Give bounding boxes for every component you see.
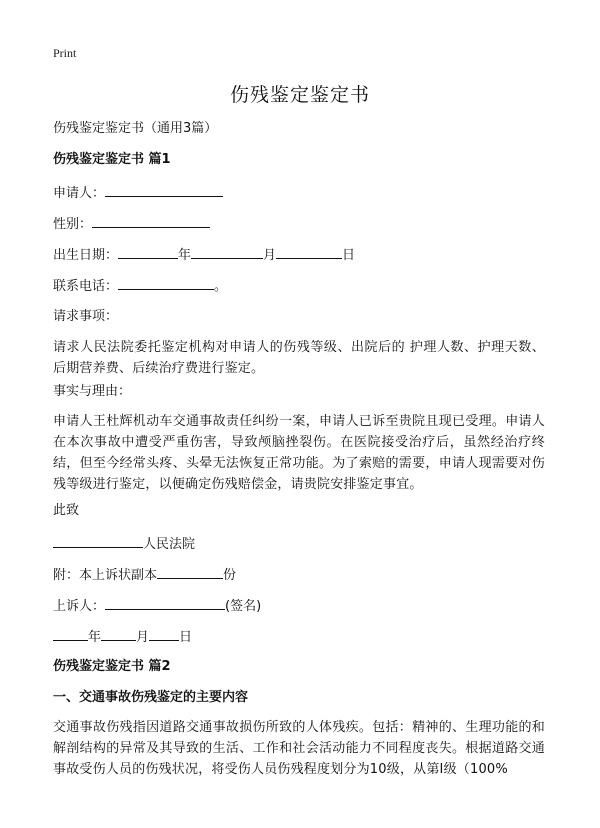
gender-label: 性别： [53,217,93,232]
attachment-suffix: 份 [223,568,237,583]
phone-end: 。 [214,279,228,294]
print-label[interactable]: Print [53,46,77,60]
court-blank [53,535,143,548]
date-day-blank [149,628,179,641]
attachment-row [53,566,236,584]
section1-text: 交通事故伤残指因道路交通事故损伤所致的人体残疾。包括：精神的、生理功能的和解剖结构的异常及其导致的生活、工作和社会活动能力不同程度丧失。根据道路交通事故受伤人员的伤残状况，将受伤人员伤残程度划分为10级，从第Ⅰ级（100% [53,720,545,777]
applicant-label: 申请人： [53,186,106,201]
phone-row [53,277,227,295]
birth-year-unit: 年 [178,248,192,263]
appellant-label: 上诉人： [53,599,106,614]
birth-label: 出生日期： [53,248,119,263]
court-suffix: 人民法院 [143,537,196,552]
request-text: 请求人民法院委托鉴定机构对申请人的伤残等级、出院后的 护理人数、护理天数、后期营养费、后续治疗费进行鉴定。 [53,340,545,376]
date-year-blank [53,628,88,641]
birth-year-blank [118,246,178,259]
facts-text: 申请人王杜辉机动车交通事故责任纠纷一案，申请人已诉至贵院且现已受理。申请人在本次事故中遭受严重伤害，导致颅脑挫裂伤。在医院接受治疗后，虽然经治疗终结，但至今经常头疼、头晕无法恢复正常功能。为了索赔的需要，申请人现需要对伤残等级进行鉴定，以便确定伤残赔偿金，请贵院安排鉴定事宜。 [53,414,545,492]
date-month-unit: 月 [136,630,150,645]
appellant-row [53,597,261,615]
closing-text: 此致 [53,503,80,518]
part1-heading: 伤残鉴定鉴定书 篇1 [53,152,171,167]
date-row [53,628,192,646]
document-title: 伤残鉴定鉴定书 [229,84,370,106]
document-subtitle: 伤残鉴定鉴定书（通用3篇） [53,121,218,136]
birth-day-blank [276,246,342,259]
gender-blank [92,215,210,228]
attachment-prefix: 附：本上诉状副本 [53,568,158,583]
applicant-row [53,184,223,202]
date-day-unit: 日 [179,630,193,645]
appellant-blank [105,597,225,610]
part2-heading: 伤残鉴定鉴定书 篇2 [53,659,171,674]
phone-label: 联系电话： [53,279,119,294]
date-month-blank [101,628,136,641]
birth-day-unit: 日 [342,248,356,263]
facts-label: 事实与理由： [53,384,132,399]
attachment-blank [157,566,223,579]
request-label: 请求事项： [53,309,119,324]
gender-row [53,215,210,233]
applicant-blank [105,184,223,197]
birth-month-blank [191,246,263,259]
birth-month-unit: 月 [263,248,277,263]
phone-blank [118,277,214,290]
section1-heading: 一、交通事故伤残鉴定的主要内容 [53,690,249,705]
court-row [53,535,195,553]
date-year-unit: 年 [88,630,102,645]
birth-row [53,246,355,264]
signature-note: (签名) [225,599,262,614]
